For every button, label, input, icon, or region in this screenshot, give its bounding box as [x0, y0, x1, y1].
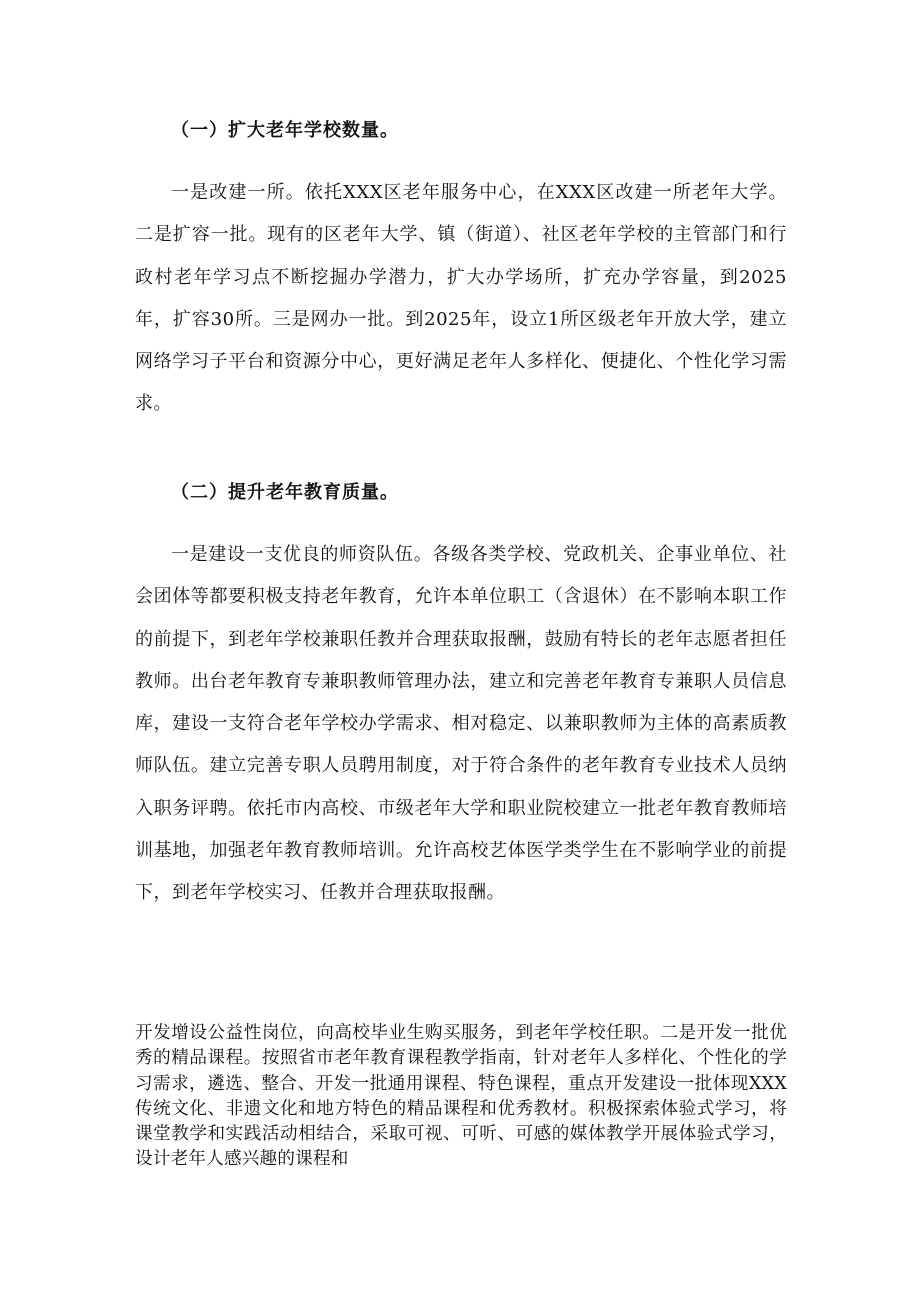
section-paragraph-2: 一是建设一支优良的师资队伍。各级各类学校、党政机关、企事业单位、社会团体等都要积极支持老年教育，允许本单位职工（含退休）在不影响本职工作的前提下，到老年学校兼职任教并合理获取报酬，鼓励有特长的老年志愿者担任教师。出台老年教育专兼职教师管理办法，建立和完善老年教育专兼职人员信息库，建设一支符合老年学校办学需求、相对稳定、以兼职教师为主体的高素质教师队伍。建立完善专职人员聘用制度，对于符合条件的老年教育专业技术人员纳入职务评聘。依托市内高校、市级老年大学和职业院校建立一批老年教育教师培训基地，加强老年教育教师培训。允许高校艺体医学类学生在不影响学业的前提下，到老年学校实习、任教并合理获取报酬。 — [135, 544, 787, 904]
continuation-paragraph: 开发增设公益性岗位，向高校毕业生购买服务，到老年学校任职。二是开发一批优秀的精品课程。按照省市老年教育课程教学指南，针对老年人多样化、个性化的学习需求，遴选、整合、开发一批通用课程、特色课程，重点开发建设一批体现XXX传统文化、非遗文化和地方特色的精品课程和优秀教材。积极探索体验式学习，将课堂教学和实践活动相结合，采取可视、可听、可感的媒体教学开展体验式学习，设计老年人感兴趣的课程和 — [135, 1023, 787, 1170]
section-heading-2: （二）提升老年教育质量。 — [171, 482, 399, 503]
section-paragraph-1: 一是改建一所。依托XXX区老年服务中心，在XXX区改建一所老年大学。二是扩容一批。现有的区老年大学、镇（街道）、社区老年学校的主管部门和行政村老年学习点不断挖掘办学潜力，扩大办学场所，扩充办学容量，到2025年，扩容30所。三是网办一批。到2025年，设立1所区级老年开放大学，建立网络学习子平台和资源分中心，更好满足老年人多样化、便捷化、个性化学习需求。 — [135, 182, 787, 415]
section-heading-1: （一）扩大老年学校数量。 — [171, 120, 399, 141]
